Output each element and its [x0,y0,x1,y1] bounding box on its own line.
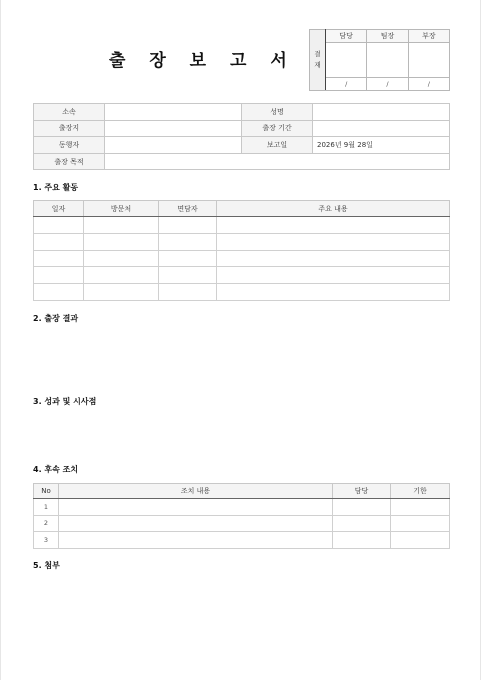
col-header-date: 일자 [34,201,84,217]
label-name: 성명 [242,104,313,121]
table-cell[interactable] [159,233,217,250]
table-cell[interactable] [84,217,159,234]
info-table [33,103,450,170]
table-cell[interactable] [217,233,450,250]
col-header-deadline: 기한 [391,484,450,499]
table-cell[interactable] [159,267,217,284]
table-cell[interactable] [34,267,84,284]
label-destination: 출장지 [34,120,105,137]
table-cell[interactable] [159,217,217,234]
approval-box [309,29,450,91]
table-cell[interactable] [59,499,333,516]
activities-header-row [34,201,450,217]
table-cell[interactable] [159,250,217,267]
approval-date-team-lead[interactable]: / [367,77,408,90]
field-trip-purpose[interactable] [105,153,450,170]
label-department: 소속 [34,104,105,121]
document-title: 출 장 보 고 서 [109,51,296,71]
table-cell[interactable] [391,515,450,532]
table-cell[interactable] [34,250,84,267]
table-cell[interactable] [333,532,391,549]
section-heading-attachments: 5. 첨부 [33,561,60,570]
approval-side-label: 결 재 [310,30,326,91]
col-header-visited-place: 방문처 [84,201,159,217]
col-header-interviewee: 면담자 [159,201,217,217]
approval-role-manager: 부장 [408,30,449,43]
signature-cell-staff[interactable] [326,43,367,78]
table-cell[interactable] [217,284,450,301]
table-cell[interactable] [333,499,391,516]
table-row [34,233,450,250]
label-report-date: 보고일 [242,137,313,154]
table-row [34,217,450,234]
field-name[interactable] [313,104,450,121]
approval-role-team-lead: 팀장 [367,30,408,43]
label-trip-purpose: 출장 목적 [34,153,105,170]
approval-date-staff[interactable]: / [326,77,367,90]
approval-role-staff: 담당 [326,30,367,43]
field-department[interactable] [105,104,242,121]
table-cell[interactable] [84,284,159,301]
table-cell[interactable] [59,532,333,549]
table-cell[interactable] [59,515,333,532]
table-cell[interactable] [391,532,450,549]
table-cell[interactable] [34,284,84,301]
approval-date-manager[interactable]: / [408,77,449,90]
row-number: 3 [34,532,59,549]
table-cell[interactable] [34,217,84,234]
signature-cell-team-lead[interactable] [367,43,408,78]
field-trip-period[interactable] [313,120,450,137]
signature-cell-manager[interactable] [408,43,449,78]
table-cell[interactable] [217,217,450,234]
table-cell[interactable] [159,284,217,301]
table-cell[interactable] [391,499,450,516]
table-cell[interactable] [34,233,84,250]
table-cell[interactable] [84,250,159,267]
label-trip-period: 출장 기간 [242,120,313,137]
table-cell[interactable] [84,233,159,250]
table-cell[interactable] [84,267,159,284]
field-report-date[interactable]: 2026년 9월 28일 [313,137,450,154]
table-row [34,532,450,549]
label-companions: 동행자 [34,137,105,154]
section-heading-follow-up: 4. 후속 조치 [33,465,79,474]
table-cell[interactable] [217,250,450,267]
table-row [34,515,450,532]
table-cell[interactable] [333,515,391,532]
field-destination[interactable] [105,120,242,137]
table-row [34,267,450,284]
follow-up-table [33,483,450,549]
table-row [34,499,450,516]
section-heading-achievements: 3. 성과 및 시사점 [33,397,97,406]
table-row [34,284,450,301]
section-heading-activities: 1. 주요 활동 [33,183,79,192]
col-header-no: No [34,484,59,499]
section-heading-results: 2. 출장 결과 [33,314,79,323]
row-number: 2 [34,515,59,532]
table-cell[interactable] [217,267,450,284]
table-row [34,250,450,267]
col-header-action: 조치 내용 [59,484,333,499]
follow-up-header-row [34,484,450,499]
col-header-owner: 담당 [333,484,391,499]
col-header-main-content: 주요 내용 [217,201,450,217]
activities-table [33,200,450,301]
row-number: 1 [34,499,59,516]
field-companions[interactable] [105,137,242,154]
